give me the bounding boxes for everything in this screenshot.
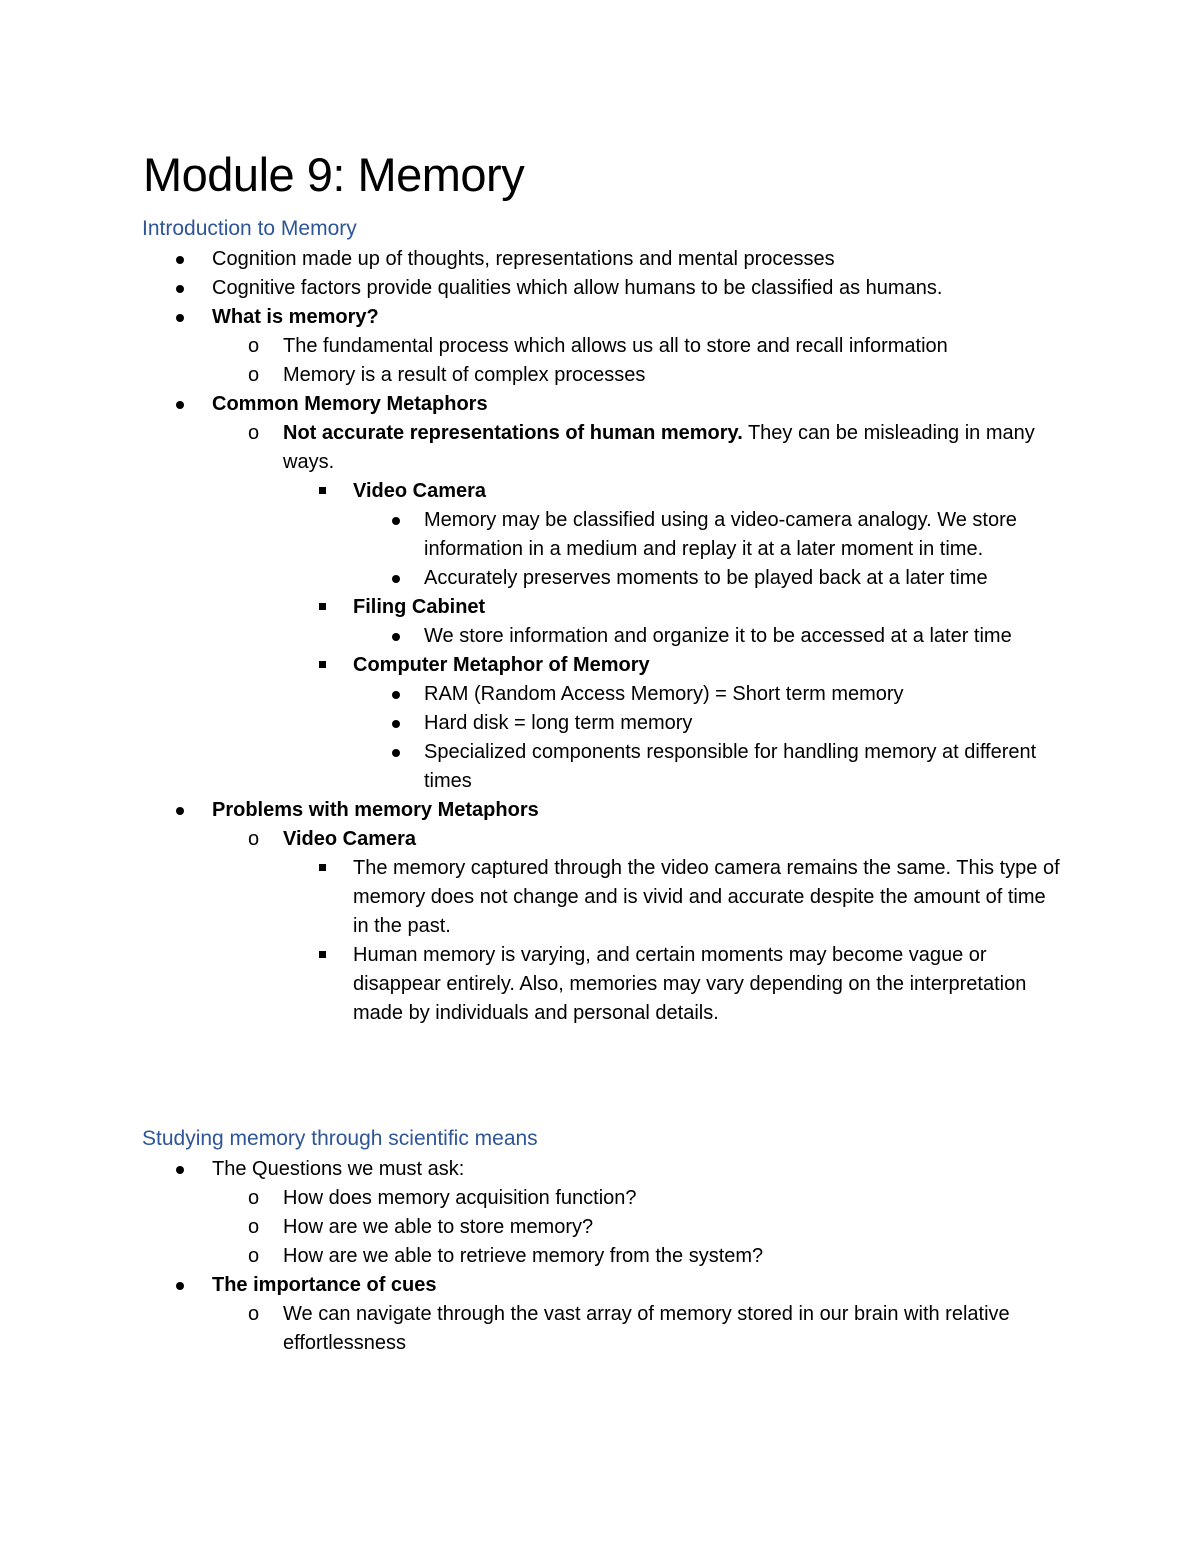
scientific-list — [0, 1155, 1200, 1358]
list-item — [0, 1155, 1062, 1184]
bullet-icon — [176, 1166, 184, 1174]
bullet-icon — [176, 256, 184, 264]
list-item — [0, 1300, 1063, 1358]
list-item — [0, 419, 1063, 477]
list-item-text: How are we able to retrieve memory from the system? — [283, 1245, 764, 1267]
list-item — [0, 1213, 1063, 1242]
list-item — [0, 361, 1063, 390]
square-bullet-icon — [319, 487, 326, 494]
list-item — [0, 332, 1063, 361]
list-item — [0, 390, 1062, 419]
list-item — [0, 477, 1063, 506]
list-item-text: How does memory acquisition function? — [283, 1187, 637, 1209]
list-item-text: Cognition made up of thoughts, representations and mental processes — [212, 248, 835, 270]
list-item-text: They can be misleading in many ways. — [283, 422, 1035, 473]
list-item-text: We can navigate through the vast array of memory stored in our brain with relative effortlessness — [283, 1303, 1010, 1354]
list-item — [0, 274, 1062, 303]
list-item-text: How are we able to store memory? — [283, 1216, 594, 1238]
list-item — [0, 709, 1064, 738]
list-item — [0, 796, 1062, 825]
bullet-icon — [392, 749, 400, 757]
circle-bullet-icon: o — [248, 828, 260, 850]
list-item — [0, 738, 1064, 796]
square-bullet-icon — [319, 864, 326, 871]
list-item-text: RAM (Random Access Memory) = Short term memory — [424, 683, 904, 705]
list-item-text: Filing Cabinet — [353, 596, 486, 618]
list-item-text: Specialized components responsible for handling memory at different times — [424, 741, 1037, 792]
intro-list — [0, 245, 1200, 1028]
list-item-text: We store information and organize it to be accessed at a later time — [424, 625, 1012, 647]
list-item — [0, 622, 1064, 651]
list-item-text: Video Camera — [283, 828, 417, 850]
circle-bullet-icon: o — [248, 1216, 260, 1238]
bullet-icon — [392, 633, 400, 641]
bullet-icon — [392, 691, 400, 699]
bullet-icon — [392, 720, 400, 728]
bullet-icon — [176, 401, 184, 409]
section-heading-intro: Introduction to Memory — [142, 217, 357, 240]
square-bullet-icon — [319, 603, 326, 610]
list-item — [0, 1184, 1063, 1213]
list-item — [0, 680, 1064, 709]
page-title: Module 9: Memory — [143, 148, 525, 201]
circle-bullet-icon: o — [248, 335, 260, 357]
bullet-icon — [176, 285, 184, 293]
list-item-text: The Questions we must ask: — [212, 1158, 465, 1180]
list-item — [0, 245, 1062, 274]
list-item-text: Accurately preserves moments to be played back at a later time — [424, 567, 988, 589]
list-item — [0, 593, 1063, 622]
section-heading-scientific: Studying memory through scientific means — [142, 1127, 538, 1150]
circle-bullet-icon: o — [248, 1245, 260, 1267]
list-item-text: Memory may be classified using a video-camera analogy. We store information in a medium and replay it at a later moment in time. — [424, 509, 1017, 560]
square-bullet-icon — [319, 661, 326, 668]
list-item-text: Cognitive factors provide qualities which allow humans to be classified as humans. — [212, 277, 943, 299]
list-item-text: Human memory is varying, and certain moments may become vague or disappear entirely. Also, memories may vary depending on the interpretation made by individuals and personal details. — [353, 944, 1027, 1024]
bullet-icon — [392, 575, 400, 583]
bullet-icon — [176, 1282, 184, 1290]
list-item-text: The importance of cues — [212, 1274, 437, 1296]
section-intro — [0, 245, 1200, 1028]
list-item — [0, 303, 1062, 332]
list-item — [0, 941, 1063, 1028]
list-item-text: Computer Metaphor of Memory — [353, 654, 650, 676]
list-item-text: The memory captured through the video camera remains the same. This type of memory does not change and is vivid and accurate despite the amount of time in the past. — [353, 857, 1060, 937]
circle-bullet-icon: o — [248, 1187, 260, 1209]
square-bullet-icon — [319, 951, 326, 958]
list-item — [0, 1242, 1063, 1271]
bullet-icon — [176, 314, 184, 322]
list-item — [0, 1271, 1062, 1300]
list-item-text: Video Camera — [353, 480, 487, 502]
list-item-text: Problems with memory Metaphors — [212, 799, 539, 821]
bullet-icon — [176, 807, 184, 815]
list-item — [0, 854, 1063, 941]
list-item — [0, 506, 1064, 564]
circle-bullet-icon: o — [248, 364, 260, 386]
circle-bullet-icon: o — [248, 422, 260, 444]
circle-bullet-icon: o — [248, 1303, 260, 1325]
list-item — [0, 651, 1063, 680]
list-item-text: The fundamental process which allows us all to store and recall information — [283, 335, 948, 357]
list-item-text: What is memory? — [212, 306, 379, 328]
list-item-text: Hard disk = long term memory — [424, 712, 693, 734]
list-item-text-bold: Not accurate representations of human memory. — [283, 422, 743, 444]
list-item-text: Common Memory Metaphors — [212, 393, 488, 415]
list-item — [0, 564, 1064, 593]
bullet-icon — [392, 517, 400, 525]
list-item-text: Memory is a result of complex processes — [283, 364, 646, 386]
section-scientific — [0, 1155, 1200, 1358]
list-item — [0, 825, 1063, 854]
